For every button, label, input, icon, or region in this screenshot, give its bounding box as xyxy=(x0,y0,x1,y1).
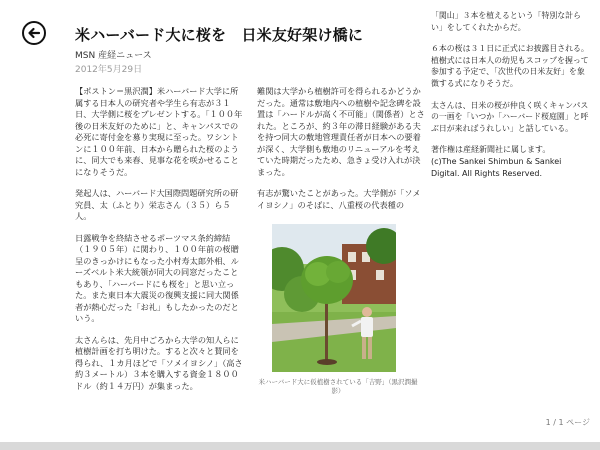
article-source: MSN 産経ニュース xyxy=(75,51,152,61)
paragraph: 有志が驚いたことがあった。大学側が「ソメイヨシノ」のそばに、八重桜の代表種の xyxy=(257,188,421,210)
copyright-line: (c)The Sankei Shimbun & Sankei Digital. All Rights Reserved. xyxy=(431,156,562,178)
paragraph: 【ポストン＝黒沢潤】米ハーバード大学に所属する日本人の研究者や学生ら有志が３１日、大学側に桜をプレゼントする。「１００年後の日米友好のために」と、キャンパスでの必死に寄付金を募り実現に至った。ワシントンに１００年前、日本から贈られた桜のように、同大でも来春、見事な花を咲かせることになりそうだ。 xyxy=(75,86,243,177)
bottom-scrollbar[interactable] xyxy=(0,442,600,450)
paragraph: ６本の桜は３１日に正式にお披露目される。植樹式には日本人の幼児もスコップを握って参加する予定で、「次世代の日米友好」を象徴する式になりそうだ。 xyxy=(431,44,589,88)
paragraph: 日露戦争を終結させるポーツマス条約締結（１９０５年）に関わり、１００年前の桜贈呈のきっかけにもなった小村寿太郎外相、ルーズベルト米大統領が同大の同窓だったこともあり、「ハーバードにも桜を」と思い立った。また東日本大震災の復興支援に同大関係者が熱心だった「お礼」もしたかったのだという。 xyxy=(75,232,239,323)
paragraph: 難関は大学から植樹許可を得られるかどうかだった。通常は敷地内への植樹や記念碑を設置は「ハードルが高く不可能」（関係者）とされた。ところが、約３年の滞日経験がある夫を持つ同大の敷地管理責任者が日本への要着が深く、大学側も敷地のリニューアルを考えていた時期だったため、急きょ受け入れが決まった。 xyxy=(257,86,425,177)
back-button[interactable] xyxy=(22,21,46,45)
paragraph: 太さんらは、先月中ごろから大学の知人らに植樹計画を打ち明けた。すると次々と賛同を得られ、１カ月ほどで「ソメイヨシノ」（高さ約３メートル）３本を購入する資金１８００ドル（約１４万円）が集まった。 xyxy=(75,334,243,391)
paragraph: 発起人は、ハーバード大国際問題研究所の研究員、太（ふとり）栄志さん（３５）ら５人。 xyxy=(75,188,239,221)
article-date: 2012年5月29日 xyxy=(75,65,143,75)
back-arrow-icon xyxy=(27,26,41,40)
page-indicator: 1 / 1 ページ xyxy=(545,418,590,427)
article-column-3 xyxy=(431,10,591,179)
article-column-2 xyxy=(257,86,425,221)
paragraph: 「関山」３本を植えるという「特別な計らい」をしてくれたからだ。 xyxy=(431,11,581,32)
paragraph: 太さんは、日米の桜が仲良く咲くキャンパスの一画を「いつか「ハーバード桜庭園」と呼ぶ日が来ればうれしい」と話している。 xyxy=(431,100,589,133)
article-photo xyxy=(272,224,396,372)
article-column-1 xyxy=(75,86,245,402)
copyright-notice: 著作権は産経新聞社に属します。 xyxy=(431,145,551,155)
article-title: 米ハーバード大に桜を 日米友好架け橋に xyxy=(75,26,364,44)
photo-caption: 米ハーバード大に仮植樹されている「吉野」（黒沢潤撮影） xyxy=(258,378,418,395)
